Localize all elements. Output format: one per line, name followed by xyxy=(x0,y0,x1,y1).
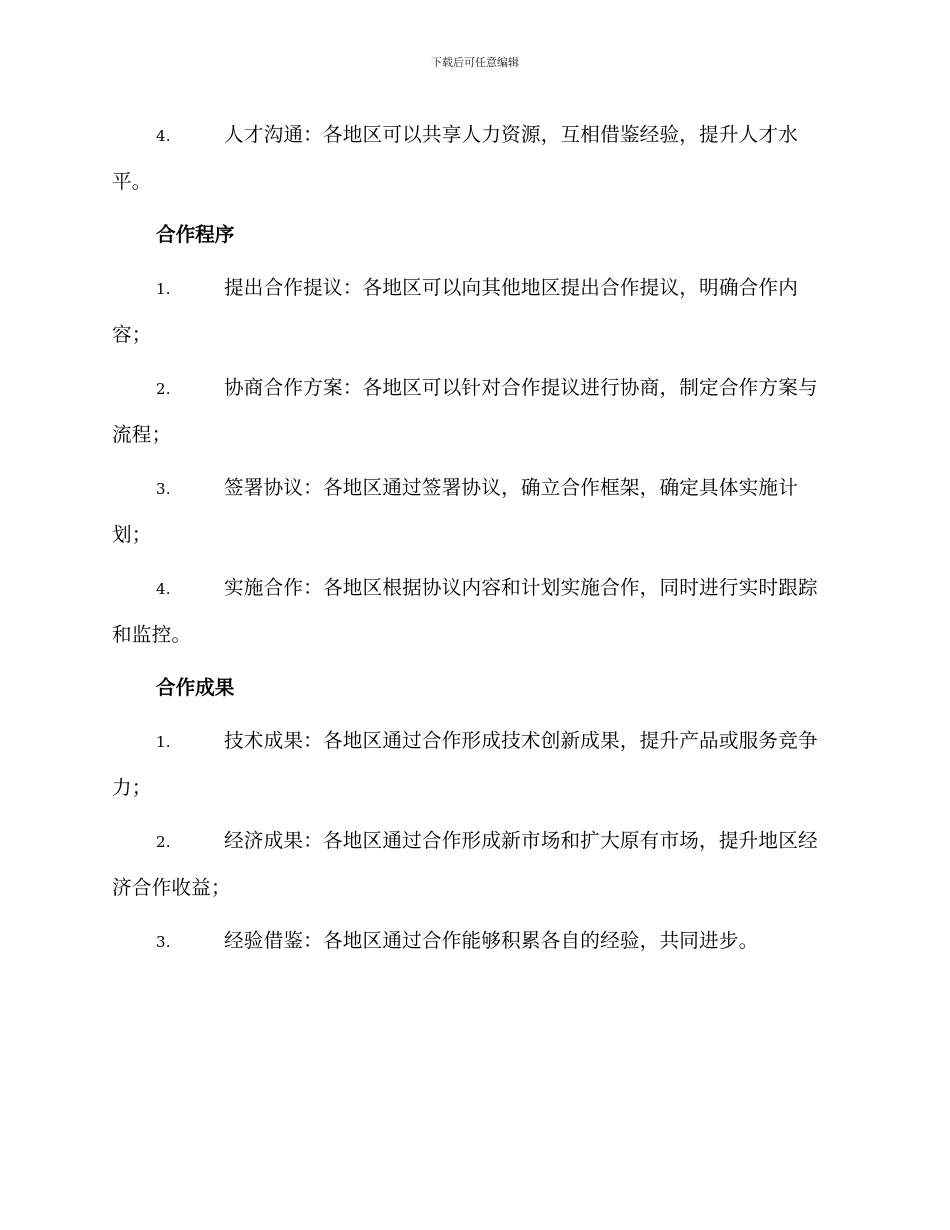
list-item-text: 实施合作：各地区根据协议内容和计划实施合作，同时进行实时跟踪和监控。 xyxy=(112,576,818,646)
list-item-number: 1. xyxy=(156,280,171,298)
list-item xyxy=(112,918,834,965)
list-item-text: 协商合作方案：各地区可以针对合作提议进行协商，制定合作方案与流程； xyxy=(112,376,818,446)
list-item-number: 3. xyxy=(156,480,171,498)
list-item-number: 2. xyxy=(156,833,171,851)
list-item xyxy=(112,718,834,810)
list-item-number: 3. xyxy=(156,933,171,951)
page-header-note: 下载后可任意编辑 xyxy=(431,56,519,69)
list-item-number: 2. xyxy=(156,380,171,398)
list-item-number: 1. xyxy=(156,733,171,751)
list-item-text: 经验借鉴：各地区通过合作能够积累各自的经验，共同进步。 xyxy=(224,929,759,952)
list-item xyxy=(112,565,834,657)
list-item xyxy=(112,365,834,457)
list-item-text: 技术成果：各地区通过合作形成技术创新成果，提升产品或服务竞争力； xyxy=(112,729,818,799)
list-item xyxy=(112,112,834,204)
list-item-text: 提出合作提议：各地区可以向其他地区提出合作提议，明确合作内容； xyxy=(112,276,799,346)
list-item xyxy=(112,465,834,557)
document-body xyxy=(112,112,834,973)
section-heading-cooperation-results: 合作成果 xyxy=(156,676,235,699)
list-item xyxy=(112,818,834,910)
list-item-number: 4. xyxy=(156,580,171,598)
list-item-text: 经济成果：各地区通过合作形成新市场和扩大原有市场，提升地区经济合作收益； xyxy=(112,829,818,899)
list-item-text: 人才沟通：各地区可以共享人力资源，互相借鉴经验，提升人才水平。 xyxy=(112,123,799,193)
section-heading-cooperation-procedure: 合作程序 xyxy=(156,223,235,246)
list-item-number: 4. xyxy=(156,127,171,145)
list-item-text: 签署协议：各地区通过签署协议，确立合作框架，确定具体实施计划； xyxy=(112,476,799,546)
list-item xyxy=(112,265,834,357)
